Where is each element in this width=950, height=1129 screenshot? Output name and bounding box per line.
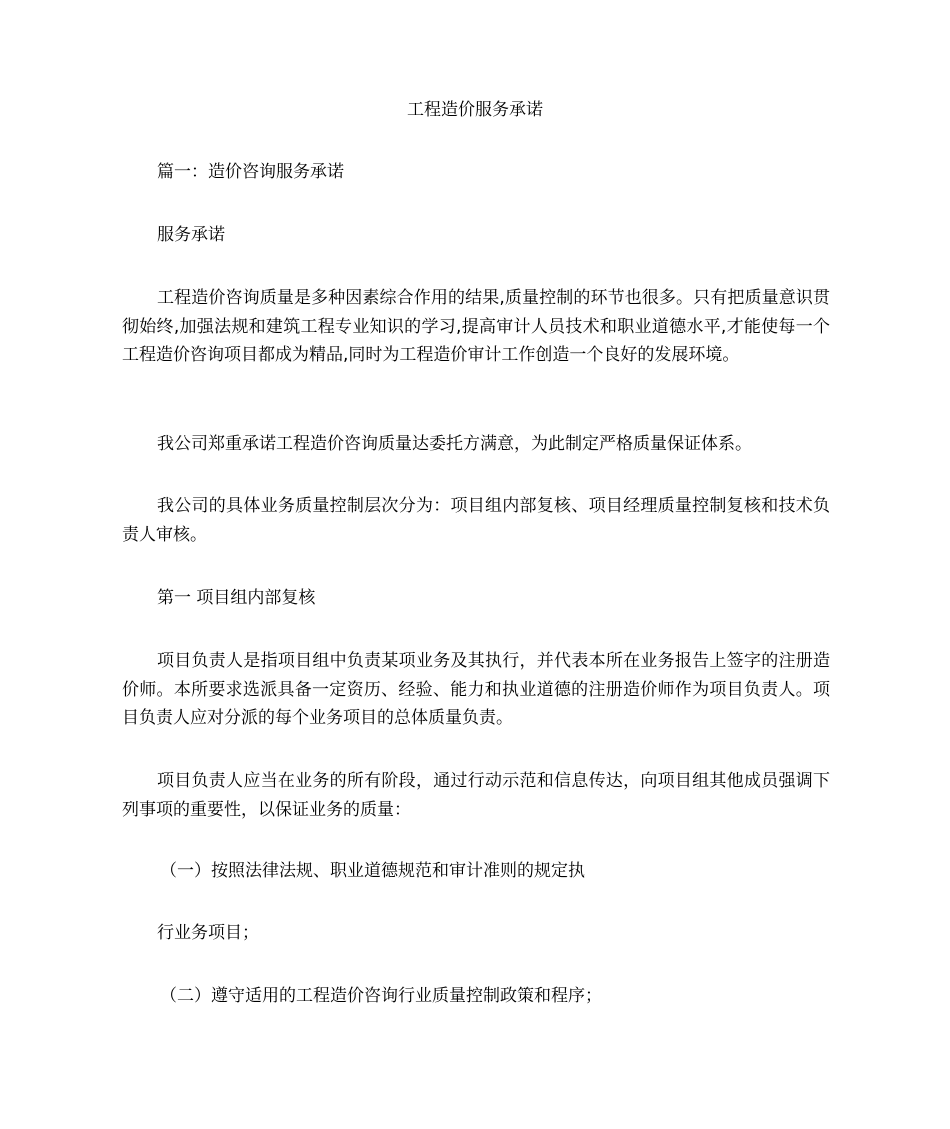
paragraph-control-levels: 我公司的具体业务质量控制层次分为：项目组内部复核、项目经理质量控制复核和技术负责人审核。 — [122, 496, 830, 545]
list-item-one-part-b: 行业务项目； — [157, 923, 259, 943]
document-title: 工程造价服务承诺 — [407, 100, 543, 120]
paragraph-company-commitment: 我公司郑重承诺工程造价咨询质量达委托方满意，为此制定严格质量保证体系。 — [157, 434, 752, 454]
paragraph-project-leader-duties: 项目负责人应当在业务的所有阶段，通过行动示范和信息传达，向项目组其他成员强调下列事项的重要性，以保证业务的质量： — [122, 771, 830, 820]
section-heading-service-commitment: 服务承诺 — [157, 225, 225, 245]
section-heading-part-one: 篇一：造价咨询服务承诺 — [157, 162, 344, 182]
list-item-one-part-a: （一）按照法律法规、职业道德规范和审计准则的规定执 — [160, 861, 585, 881]
list-item-two: （二）遵守适用的工程造价咨询行业质量控制政策和程序； — [160, 986, 602, 1006]
section-heading-internal-review: 第一 项目组内部复核 — [157, 588, 316, 608]
paragraph-quality-intro: 工程造价咨询质量是多种因素综合作用的结果,质量控制的环节也很多。只有把质量意识贯彻始终,加强法规和建筑工程专业知识的学习,提高审计人员技术和职业道德水平,才能使每一个工程造价咨询项目都成为精品,同时为工程造价审计工作创造一个良好的发展环境。 — [122, 288, 830, 365]
paragraph-project-leader-definition: 项目负责人是指项目组中负责某项业务及其执行，并代表本所在业务报告上签字的注册造价师。本所要求选派具备一定资历、经验、能力和执业道德的注册造价师作为项目负责人。项目负责人应对分派的每个业务项目的总体质量负责。 — [122, 651, 830, 728]
